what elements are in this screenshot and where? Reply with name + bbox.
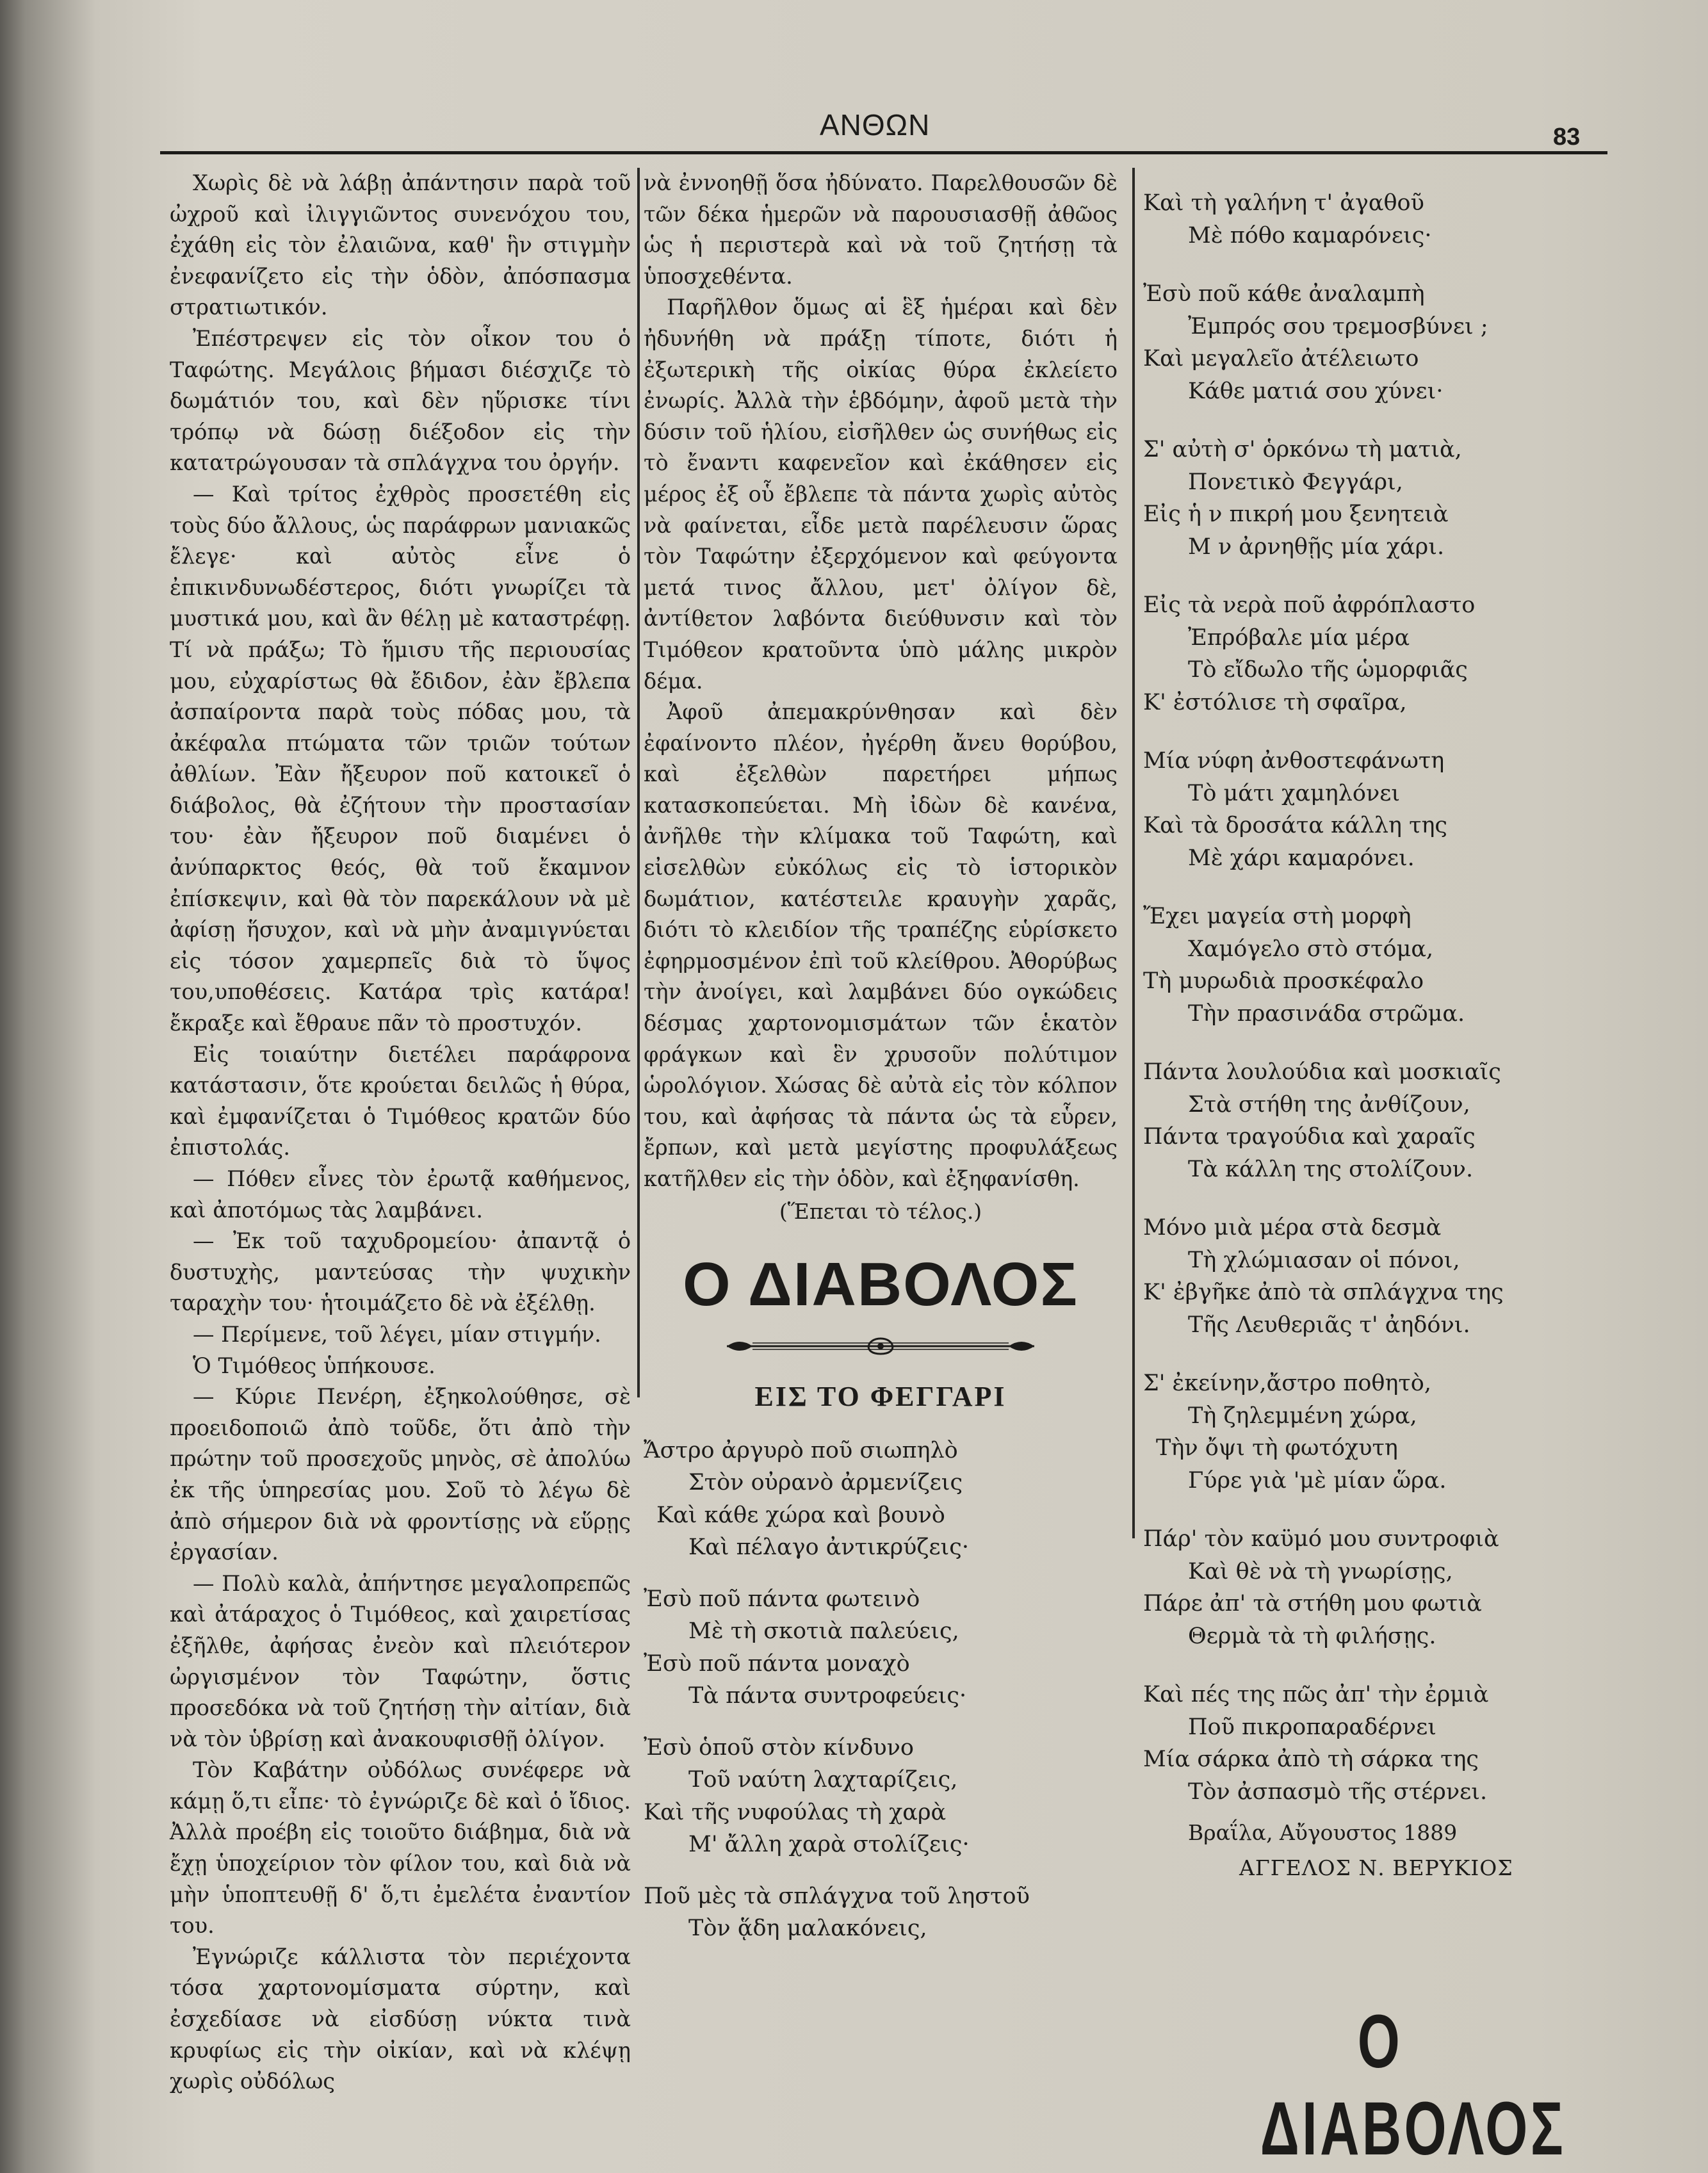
- poem-line: Θερμὰ τὰ τὴ φιλήσῃς.: [1188, 1623, 1436, 1649]
- poem-line: Πάρε ἀπ' τὰ στήθη μου φωτιὰ: [1143, 1591, 1482, 1616]
- paragraph: — Καὶ τρίτος ἐχθρὸς προσετέθη εἰς τοὺς δύο ἄλλους, ὡς παράφρων μανιακῶς ἔλεγε· καὶ αὐτὸς εἶνε ὁ ἐπικινδυνωδέστερος, διότι γνωρίζει τὰ μυστικά μου, καὶ ἂν θέλῃ μὲ καταστρέφῃ. Τί νὰ πράξω; Τὸ ἥμισυ τῆς περιουσίας μου, εὐχαρίστως θὰ ἔδιδον, ἐὰν ἔβλεπα ἀσπαίροντα παρὰ τοὺς πόδας μου, τὰ ἀκέφαλα πτώματα τῶν τριῶν τούτων ἀθλίων. Ἐὰν ἤξευρον ποῦ κατοικεῖ ὁ διάβολος, θὰ ἐζήτουν τὴν προστασίαν του· ἐὰν ἤξευρον ποῦ διαμένει ὁ ἀνύπαρκτος θεός, θὰ τοῦ ἔκαμνον ἐπίσκεψιν, καὶ θὰ τὸν παρεκάλουν νὰ μὲ ἀφίσῃ ἥσυχον, καὶ νὰ μὴν ἀναμιγνύεται εἰς τόσον χαμερπεῖς διὰ τὸ ὕψος του,υποθέσεις. Κατάρα τρὶς κατάρα!ἔκραξε καὶ ἔθραυε πᾶν τὸ προστυχόν.: [170, 481, 631, 1036]
- poem-line: Ἐσὺ ποῦ πάντα φωτεινὸ: [644, 1586, 920, 1612]
- poem-line: Γύρε γιὰ 'μὲ μίαν ὥρα.: [1188, 1467, 1447, 1493]
- paragraph: Παρῆλθον ὅμως αἱ ἓξ ἡμέραι καὶ δὲν ἠδυνήθη νὰ πράξῃ τίποτε, διότι ἡ ἐξωτερικὴ τῆς οἰκίας θύρα ἐκλείετο ἐνωρίς. Ἀλλὰ τὴν ἑβδόμην, ἀφοῦ μετὰ τὴν δύσιν τοῦ ἡλίου, εἰσῆλθεν ὡς συνήθως εἰς τὸ ἔναντι καφενεῖον καὶ ἐκάθησεν εἰς μέρος ἐξ οὗ ἔβλεπε τὰ πάντα χωρὶς αὐτὸς νὰ φαίνεται, εἶδε μετὰ παρέλευσιν ὥρας τὸν Ταφώτην ἐξερχόμενον καὶ φεύγοντα μετά τινος ἄλλου, μετ' ὀλίγον δὲ, ἀντίθετον λαβόντα διεύθυνσιν καὶ τὸν Τιμόθεον κρατοῦντα ὑπὸ μάλης μικρὸν δέμα.: [644, 295, 1118, 694]
- poem-line: Ἔχει μαγεία στὴ μορφὴ: [1143, 904, 1411, 929]
- poem-line: Μὲ χάρι καμαρόνει.: [1188, 845, 1415, 871]
- poem-line: Τὸ μάτι χαμηλόνει: [1188, 780, 1401, 806]
- paragraph: Ἀφοῦ ἀπεμακρύνθησαν καὶ δὲν ἐφαίνοντο πλέον, ἠγέρθη ἄνευ θορύβου, καὶ ἐξελθὼν παρετήρει μήπως κατασκοπεύεται. Μὴ ἰδὼν δὲ κανένα, ἀνῆλθε τὴν κλίμακα τοῦ Ταφώτη, καὶ εἰσελθὼν εὐκόλως εἰς τὸ ἱστορικὸν δωμάτιον, κατέστειλε κραυγὴν χαρᾶς, διότι τὸ κλειδίον τῆς τραπέζης εὑρίσκετο ἐφηρμοσμένον ἐπὶ τοῦ κλείθρου. Ἀθορύβως τὴν ἀνοίγει, καὶ λαμβάνει δύο ογκώδεις δέσμας χαρτονομισμάτων τῶν ἑκατὸν φράγκων καὶ ἓν χρυσοῦν πολύτιμον ὡρολόγιον. Χώσας δὲ αὐτὰ εἰς τὸν κόλπον του, καὶ ἀφήσας τὰ πάντα ὡς τὰ εὗρεν, ἔρπων, καὶ μετὰ μεγίστης προφυλάξεως κατῆλθεν εἰς τὴν ὁδὸν, καὶ ἐξηφανίσθη.: [644, 699, 1118, 1191]
- poem-line: Μὲ πόθο καμαρόνεις·: [1188, 222, 1432, 248]
- column-3: [1143, 168, 1585, 1880]
- poem-line: Ποῦ μὲς τὰ σπλάγχνα τοῦ ληστοῦ: [644, 1883, 1030, 1909]
- poem-line: Ἐσὺ ποῦ πάντα μοναχὸ: [644, 1650, 910, 1677]
- poem-line: Εἰς ἡ ν πικρή μου ξενητειὰ: [1143, 501, 1449, 527]
- poem-line: Καὶ μεγαλεῖο ἀτέλειωτο: [1143, 346, 1419, 371]
- poem-line: Στὸν οὐρανὸ ἀρμενίζεις: [688, 1470, 963, 1496]
- ornament-divider: [714, 1337, 1047, 1356]
- poem-line: Πάντα τραγούδια καὶ χαραῖς: [1143, 1124, 1476, 1150]
- poem-line: Χαμόγελο στὸ στόμα,: [1188, 936, 1434, 962]
- poem-line: Τὸν ᾅδη μαλακόνεις,: [688, 1916, 927, 1942]
- poem-title: ΕΙΣ ΤΟ ΦΕΓΓΑΡΙ: [754, 1380, 1007, 1412]
- paragraph: — Πόθεν εἶνες τὸν ἐρωτᾷ καθήμενος, καὶ ἀποτόμως τὰς λαμβάνει.: [170, 1166, 631, 1223]
- poem-line: Τῆς Λευθεριᾶς τ' ἀηδόνι.: [1188, 1312, 1470, 1338]
- poem-line: Μ' ἄλλη χαρὰ στολίζεις·: [688, 1832, 970, 1858]
- poem-line: Πάντα λουλούδια καὶ μοσκιαῖς: [1143, 1059, 1501, 1085]
- column-1: [170, 168, 631, 2097]
- header-rule: [160, 151, 1607, 154]
- poem-line: Τὰ πάντα συντροφεύεις·: [688, 1683, 967, 1709]
- to-be-continued-note: (Ἕπεται τὸ τέλος.): [779, 1198, 982, 1224]
- poem-line: Καὶ τὴ γαλήνη τ' ἀγαθοῦ: [1143, 190, 1424, 216]
- author-signature: ΑΓΓΕΛΟΣ Ν. ΒΕΡΥΚΙΟΣ: [1239, 1855, 1513, 1880]
- poem-line: Μία σάρκα ἀπὸ τὴ σάρκα της: [1143, 1746, 1479, 1772]
- poem-line: Μ ν ἀρνηθῇς μία χάρι.: [1188, 533, 1445, 560]
- poem-line: Κ' ἐστόλισε τὴ σφαῖρα,: [1143, 689, 1407, 715]
- column-divider-left: [637, 168, 640, 1397]
- paragraph: Χωρὶς δὲ νὰ λάβῃ ἀπάντησιν παρὰ τοῦ ὠχροῦ καὶ ἰλιγγιῶντος συνενόχου του, ἐχάθη εἰς τὸν ἐλαιῶνα, καθ' ἣν στιγμὴν ἐνεφανίζετο εἰς τὴν ὁδὸν, ἀπόσπασμα στρατιωτικόν.: [170, 170, 631, 320]
- paragraph: — Ἐκ τοῦ ταχυδρομείου· ἀπαντᾷ ὁ δυστυχὴς, μαντεύσας τὴν ψυχικὴν ταραχὴν του· ἡτοιμάζετο δὲ νὰ ἐξέλθῃ.: [170, 1228, 631, 1316]
- paragraph: — Πολὺ καλὰ, ἀπήντησε μεγαλοπρεπῶς καὶ ἀτάραχος ὁ Τιμόθεος, καὶ χαιρετίσας ἐξῆλθε, ἀφήσας ἐνεὸν καὶ πλειότερον ὠργισμένον τὸν Ταφώτην, ὅστις προσεδόκα νὰ τοῦ ζητήσῃ τὴν αἰτίαν, διὰ νὰ τὸν ὑβρίσῃ καὶ ἀνακουφισθῇ ὀλίγον.: [170, 1570, 631, 1752]
- poem-line: Ἐσὺ ποῦ κάθε ἀναλαμπὴ: [1143, 281, 1425, 307]
- poem-line: Εἰς τὰ νερὰ ποῦ ἀφρόπλαστο: [1143, 592, 1476, 618]
- story-continuation: [644, 168, 1118, 1195]
- column-2: [644, 168, 1118, 1964]
- paragraph: Ὁ Τιμόθεος ὑπήκουσε.: [193, 1353, 435, 1378]
- paragraph: — Περίμενε, τοῦ λέγει, μίαν στιγμήν.: [193, 1321, 601, 1347]
- poem-line: Ἐσὺ ὁποῦ στὸν κίνδυνο: [644, 1734, 914, 1761]
- poem-line: Ἄστρο ἀργυρὸ ποῦ σιωπηλὸ: [644, 1437, 958, 1463]
- poem-stanza: [644, 1732, 1118, 1861]
- poem-line: Κ' ἐβγῆκε ἀπὸ τὰ σπλάγχνα της: [1143, 1280, 1504, 1305]
- page-number: 83: [1553, 124, 1581, 151]
- paragraph: Ἐγνώριζε κάλλιστα τὸν περιέχοντα τόσα χαρτονομίσματα σύρτην, καὶ ἐσχεδίασε νὰ εἰσδύσῃ νύκτα τινὰ κρυφίως εἰς τὴν οἰκίαν, καὶ νὰ κλέψῃ χωρὶς οὐδόλως: [170, 1944, 631, 2094]
- poem-part-2: [1143, 187, 1585, 1808]
- poem-line: Ἐπρόβαλε μία μέρα: [1188, 624, 1410, 651]
- poem-line: Τὰ κάλλη της στολίζουν.: [1188, 1156, 1474, 1182]
- poem-line: Καὶ τὰ δροσάτα κάλλη της: [1143, 813, 1448, 838]
- poem-stanza: [644, 1435, 1118, 1564]
- poem-stanza: [1143, 589, 1585, 719]
- poem-line: Μὲ τὴ σκοτιὰ παλεύεις,: [688, 1618, 959, 1645]
- article-title: Ο ΔΙΑΒΟΛΟΣ: [683, 1249, 1078, 1319]
- poem-line: Καὶ θὲ νὰ τὴ γνωρίσῃς,: [1188, 1558, 1453, 1584]
- poem-line: Μία νύφη ἀνθοστεφάνωτη: [1143, 748, 1445, 774]
- paragraph: Εἰς τοιαύτην διετέλει παράφρονα κατάστασιν, ὅτε κρούεται δειλῶς ἡ θύρα, καὶ ἐμφανίζεται ὁ Τιμόθεος κρατῶν δύο ἐπιστολάς.: [170, 1041, 631, 1160]
- poem-stanza: [1143, 1523, 1585, 1652]
- poem-line: Στὰ στήθη της ἀνθίζουν,: [1188, 1091, 1470, 1118]
- paragraph: νὰ ἐννοηθῇ ὅσα ἠδύνατο. Παρελθουσῶν δὲ τῶν δέκα ἡμερῶν νὰ παρουσιασθῇ ἀθῶος ὡς ἡ περιστερὰ καὶ νὰ τοῦ ζητήσῃ τὰ ὑποσχεθέντα.: [644, 170, 1118, 289]
- poem-line: Κάθε ματιά σου χύνει·: [1188, 378, 1444, 404]
- poem-line: Τὴ μυρωδιὰ προσκέφαλο: [1143, 968, 1424, 994]
- poem-line: Πάρ' τὸν καϋμό μου συντροφιὰ: [1143, 1526, 1499, 1552]
- poem-line: Τὸ εἴδωλο τῆς ὡμορφιᾶς: [1188, 657, 1468, 683]
- poem-stanza: [1143, 1056, 1585, 1185]
- poem-line: Σ' αὐτὴ σ' ὁρκόνω τὴ ματιὰ,: [1143, 437, 1462, 462]
- paragraph: Ἐπέστρεψεν εἰς τὸν οἶκον του ὁ Ταφώτης. Μεγάλοις βήμασι διέσχιζε τὸ δωμάτιόν του, καὶ δὲν ηὕρισκε τίνι τρόπῳ νὰ δώσῃ διέξοδον εἰς τὴν κατατρώγουσαν τὰ σπλάγχνα του ὀργήν.: [170, 325, 631, 476]
- poem-line: Καὶ πές της πῶς ἀπ' τὴν ἐρμιὰ: [1143, 1682, 1489, 1707]
- poem-line: Μόνο μιὰ μέρα στὰ δεσμὰ: [1143, 1215, 1442, 1241]
- poem-line: Τὴ χλώμιασαν οἱ πόνοι,: [1188, 1247, 1460, 1273]
- poem-line: Καὶ κάθε χώρα καὶ βουνὸ: [656, 1502, 945, 1528]
- poem-line: Πονετικὸ Φεγγάρι,: [1188, 469, 1403, 495]
- column-divider-right: [1132, 168, 1135, 1538]
- poem-stanza: [1143, 434, 1585, 563]
- poem-stanza: [1143, 278, 1585, 407]
- poem-line: Ἐμπρός σου τρεμοσβύνει ;: [1188, 313, 1488, 339]
- poem-stanza: [644, 1583, 1118, 1713]
- bottom-title: Ο ΔΙΑΒΟΛΟΣ: [1260, 1999, 1566, 2171]
- poem-stanza: [1143, 900, 1585, 1030]
- poem-line: Τοῦ ναύτη λαχταρίζεις,: [688, 1767, 958, 1793]
- poem-stanza: [1143, 1367, 1585, 1497]
- poem-line: Τὴν ὄψι τὴ φωτόχυτη: [1156, 1435, 1398, 1461]
- poem-line: Τὸν ἀσπασμὸ τῆς στέρνει.: [1188, 1778, 1488, 1805]
- poem-line: Σ' ἐκείνην,ἄστρο ποθητὸ,: [1143, 1371, 1431, 1396]
- poem-line: Τὴ ζηλεμμένη χώρα,: [1188, 1403, 1417, 1429]
- poem-stanza: [1143, 187, 1585, 252]
- poem-stanza: [644, 1880, 1118, 1945]
- poem-stanza: [1143, 745, 1585, 874]
- poem-stanza: [1143, 1212, 1585, 1341]
- poem-stanza: [1143, 1679, 1585, 1808]
- poem-line: Ποῦ πικροπαραδέρνει: [1188, 1714, 1437, 1740]
- place-date: Βραΐλα, Αὔγουστος 1889: [1188, 1820, 1458, 1845]
- paragraph: — Κύριε Πενέρη, ἐξηκολούθησε, σὲ προειδοποιῶ ἀπὸ τοῦδε, ὅτι ἀπὸ τὴν πρώτην τοῦ προσεχοῦς μηνὸς, σὲ ἀπολύω ἐκ τῆς ὑπηρεσίας μου. Σοῦ τὸ λέγω δὲ ἀπὸ σήμερον διὰ νὰ φροντίσῃς νὰ εὕρῃς ἐργασίαν.: [170, 1384, 631, 1565]
- running-header: ΑΝΘΩΝ: [820, 108, 931, 142]
- poem-part-1: [644, 1435, 1118, 1945]
- paragraph: Τὸν Καβάτην οὐδόλως συνέφερε νὰ κάμῃ ὅ,τι εἶπε· τὸ ἐγνώριζε δὲ καὶ ὁ ἴδιος. Ἀλλὰ προέβη εἰς τοιοῦτο διάβημα, διὰ νὰ ἔχῃ ὑποχείριον τὸν φίλον του, καὶ διὰ νὰ μὴν ὑποπτευθῇ δ' ὅ,τι ἐμελέτα ἐναντίον του.: [170, 1757, 631, 1939]
- poem-line: Τὴν πρασινάδα στρῶμα.: [1188, 1000, 1465, 1027]
- poem-line: Καὶ πέλαγο ἀντικρύζεις·: [688, 1534, 969, 1561]
- poem-line: Καὶ τῆς νυφούλας τὴ χαρὰ: [644, 1799, 947, 1825]
